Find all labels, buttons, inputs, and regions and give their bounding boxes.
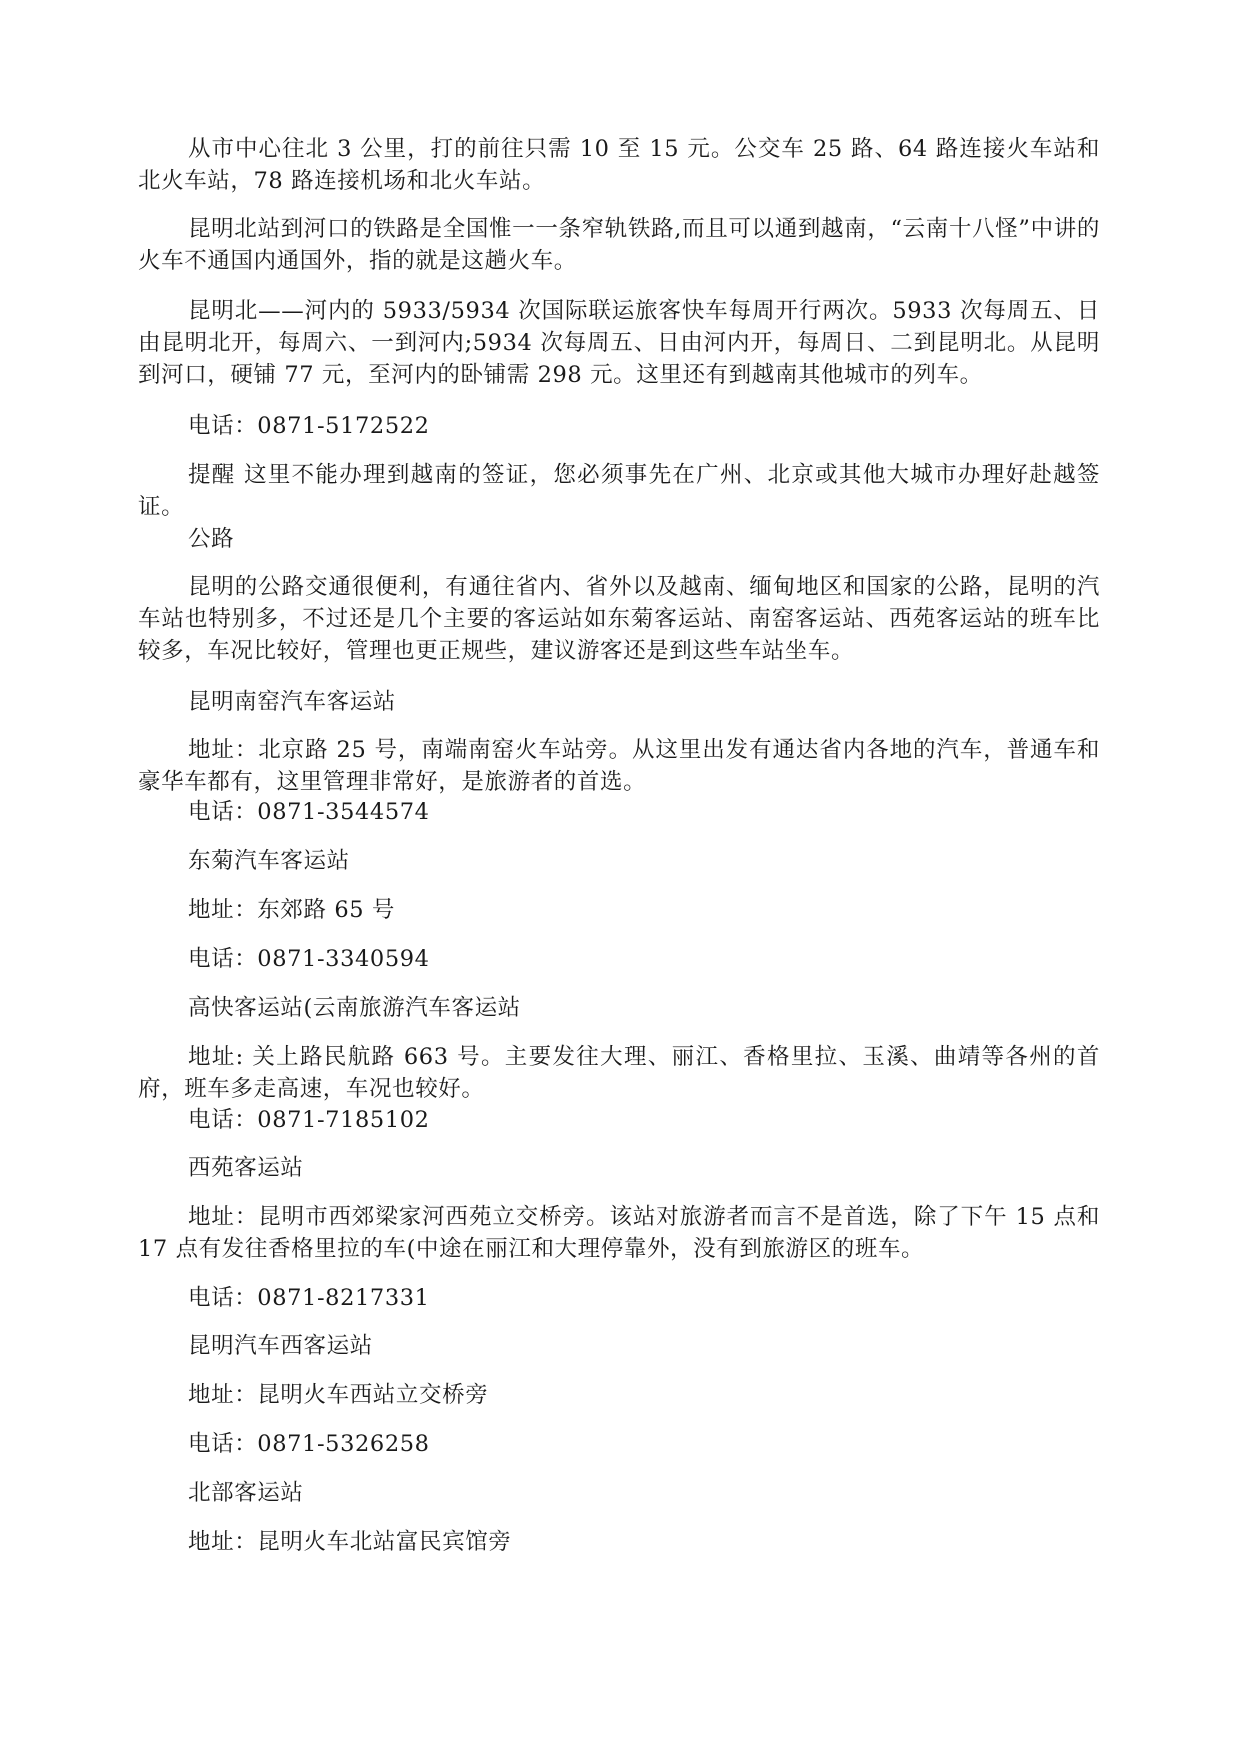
address-dongju: 地址：东郊路 65 号 bbox=[188, 897, 396, 923]
paragraph-phone-railway: 电话：0871-5172522 bbox=[188, 413, 430, 439]
phone-xiyuan: 电话：0871-8217331 bbox=[188, 1285, 430, 1311]
phone-dongju: 电话：0871-3340594 bbox=[188, 946, 430, 972]
phone-nanyao: 电话：0871-3544574 bbox=[188, 799, 430, 825]
station-name-xiyuan: 西苑客运站 bbox=[188, 1155, 304, 1181]
paragraph-international-train: 昆明北——河内的 5933/5934 次国际联运旅客快车每周开行两次。5933 次每周五、日由昆明北开，每周六、一到河内;5934 次每周五、日由河内开，每周日、二到昆明北。从昆明到河口，硬铺 77 元，至河内的卧铺需 298 元。这里还有到越南其他城市的列车。 bbox=[138, 298, 1100, 388]
section-heading-highway: 公路 bbox=[188, 526, 235, 552]
paragraph-narrow-gauge-railway: 昆明北站到河口的铁路是全国惟一一条窄轨铁路,而且可以通到越南，“云南十八怪”中讲的火车不通国内通国外，指的就是这趟火车。 bbox=[138, 216, 1100, 274]
station-name-north: 北部客运站 bbox=[188, 1480, 304, 1506]
phone-west: 电话：0871-5326258 bbox=[188, 1431, 430, 1457]
address-gaokuai: 地址: 关上路民航路 663 号。主要发往大理、丽江、香格里拉、玉溪、曲靖等各州的首府，班车多走高速，车况也较好。 bbox=[138, 1044, 1100, 1102]
station-name-nanyao: 昆明南窑汽车客运站 bbox=[188, 689, 396, 715]
station-name-west: 昆明汽车西客运站 bbox=[188, 1333, 373, 1359]
station-name-gaokuai: 高快客运站(云南旅游汽车客运站 bbox=[188, 995, 521, 1021]
address-north: 地址：昆明火车北站富民宾馆旁 bbox=[188, 1529, 512, 1555]
address-nanyao: 地址：北京路 25 号，南端南窑火车站旁。从这里出发有通达省内各地的汽车，普通车和豪华车都有，这里管理非常好，是旅游者的首选。 bbox=[138, 737, 1100, 795]
station-name-dongju: 东菊汽车客运站 bbox=[188, 848, 350, 874]
phone-gaokuai: 电话：0871-7185102 bbox=[188, 1107, 430, 1133]
paragraph-highway-overview: 昆明的公路交通很便利，有通往省内、省外以及越南、缅甸地区和国家的公路，昆明的汽车站也特别多，不过还是几个主要的客运站如东菊客运站、南窑客运站、西苑客运站的班车比较多，车况比较好，管理也更正规些，建议游客还是到这些车站坐车。 bbox=[138, 574, 1100, 664]
paragraph-city-transport: 从市中心往北 3 公里，打的前往只需 10 至 15 元。公交车 25 路、64 路连接火车站和北火车站，78 路连接机场和北火车站。 bbox=[138, 136, 1100, 194]
paragraph-visa-reminder: 提醒 这里不能办理到越南的签证，您必须事先在广州、北京或其他大城市办理好赴越签证。 bbox=[138, 462, 1100, 520]
address-xiyuan: 地址：昆明市西郊梁家河西苑立交桥旁。该站对旅游者而言不是首选，除了下午 15 点和 17 点有发往香格里拉的车(中途在丽江和大理停靠外，没有到旅游区的班车。 bbox=[138, 1204, 1100, 1262]
address-west: 地址：昆明火车西站立交桥旁 bbox=[188, 1382, 489, 1408]
